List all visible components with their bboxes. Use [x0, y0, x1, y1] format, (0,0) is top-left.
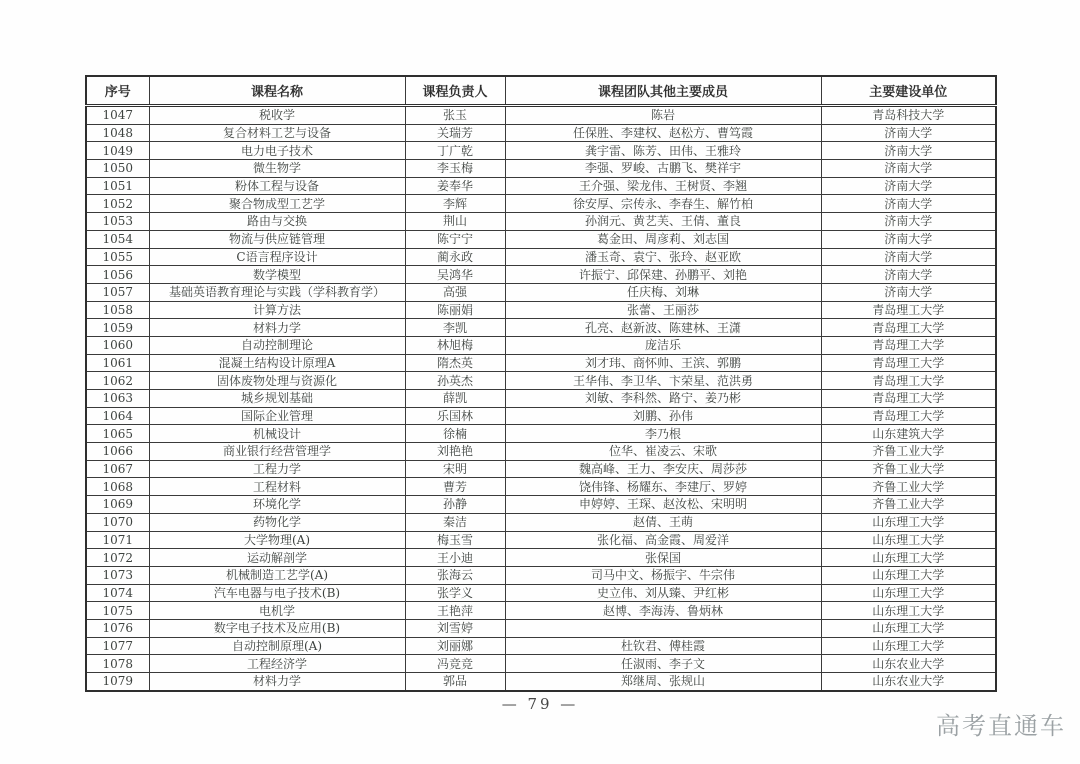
cell-seq: 1074 — [86, 584, 149, 602]
cell-course-name: 物流与供应链管理 — [149, 230, 405, 248]
cell-university: 山东理工大学 — [821, 531, 996, 549]
cell-seq: 1069 — [86, 496, 149, 514]
cell-course-name: 工程材料 — [149, 478, 405, 496]
cell-leader: 蔺永政 — [405, 248, 505, 266]
cell-leader: 徐楠 — [405, 425, 505, 443]
cell-leader: 李凯 — [405, 319, 505, 337]
cell-seq: 1058 — [86, 301, 149, 319]
table-row — [86, 106, 996, 125]
cell-seq: 1052 — [86, 195, 149, 213]
cell-university: 济南大学 — [821, 283, 996, 301]
cell-team: 张保国 — [505, 549, 821, 567]
cell-course-name: 机械设计 — [149, 425, 405, 443]
cell-seq: 1061 — [86, 354, 149, 372]
cell-team: 张化福、高金霞、周爱洋 — [505, 531, 821, 549]
cell-team: 史立伟、刘从臻、尹红彬 — [505, 584, 821, 602]
cell-university: 山东理工大学 — [821, 566, 996, 584]
table-row — [86, 443, 996, 461]
cell-course-name: 运动解剖学 — [149, 549, 405, 567]
cell-seq: 1072 — [86, 549, 149, 567]
cell-leader: 张海云 — [405, 566, 505, 584]
cell-leader: 隋杰英 — [405, 354, 505, 372]
cell-university: 山东农业大学 — [821, 655, 996, 673]
cell-seq: 1079 — [86, 673, 149, 691]
cell-course-name: 粉体工程与设备 — [149, 177, 405, 195]
cell-team: 李乃根 — [505, 425, 821, 443]
cell-leader: 姜奉华 — [405, 177, 505, 195]
cell-team: 任保胜、李建权、赵松方、曹笃霞 — [505, 124, 821, 142]
cell-seq: 1048 — [86, 124, 149, 142]
cell-course-name: 复合材料工艺与设备 — [149, 124, 405, 142]
cell-team: 许振宁、邱保建、孙鹏平、刘艳 — [505, 266, 821, 284]
cell-leader: 孙英杰 — [405, 372, 505, 390]
cell-seq: 1066 — [86, 443, 149, 461]
table-row — [86, 124, 996, 142]
cell-team: 赵博、李海涛、鲁炳林 — [505, 602, 821, 620]
cell-university: 山东理工大学 — [821, 549, 996, 567]
cell-university: 齐鲁工业大学 — [821, 478, 996, 496]
cell-team: 孔亮、赵新波、陈建林、王潇 — [505, 319, 821, 337]
cell-university: 济南大学 — [821, 160, 996, 178]
table-row — [86, 283, 996, 301]
page-number: — 79 — — [501, 695, 579, 713]
cell-course-name: 电力电子技术 — [149, 142, 405, 160]
table-row — [86, 619, 996, 637]
cell-seq: 1076 — [86, 619, 149, 637]
cell-team: 饶伟锋、杨耀东、李建厅、罗婷 — [505, 478, 821, 496]
cell-course-name: 固体废物处理与资源化 — [149, 372, 405, 390]
cell-team: 任淑雨、李子文 — [505, 655, 821, 673]
cell-course-name: 商业银行经营管理学 — [149, 443, 405, 461]
cell-university: 齐鲁工业大学 — [821, 496, 996, 514]
table-row — [86, 425, 996, 443]
cell-seq: 1077 — [86, 637, 149, 655]
cell-seq: 1047 — [86, 106, 149, 125]
cell-seq: 1062 — [86, 372, 149, 390]
cell-team: 李强、罗峻、古鹏飞、樊祥宇 — [505, 160, 821, 178]
cell-leader: 秦洁 — [405, 513, 505, 531]
cell-team: 陈岩 — [505, 106, 821, 125]
cell-university: 齐鲁工业大学 — [821, 443, 996, 461]
cell-course-name: 混凝土结构设计原理A — [149, 354, 405, 372]
cell-team: 孙润元、黄艺芙、王倩、董良 — [505, 213, 821, 231]
cell-university: 济南大学 — [821, 248, 996, 266]
cell-leader: 张学义 — [405, 584, 505, 602]
table-row — [86, 195, 996, 213]
cell-seq: 1050 — [86, 160, 149, 178]
cell-seq: 1060 — [86, 336, 149, 354]
cell-team: 位华、崔凌云、宋歌 — [505, 443, 821, 461]
cell-university: 山东农业大学 — [821, 673, 996, 691]
cell-team: 申婷婷、王琛、赵汝松、宋明明 — [505, 496, 821, 514]
cell-university: 山东理工大学 — [821, 584, 996, 602]
cell-course-name: 基础英语教育理论与实践（学科教育学） — [149, 283, 405, 301]
cell-university: 济南大学 — [821, 124, 996, 142]
cell-university: 山东理工大学 — [821, 619, 996, 637]
course-table — [85, 75, 997, 692]
cell-leader: 薛凯 — [405, 390, 505, 408]
cell-university: 济南大学 — [821, 195, 996, 213]
cell-university: 山东理工大学 — [821, 637, 996, 655]
cell-course-name: 计算方法 — [149, 301, 405, 319]
cell-leader: 刘艳艳 — [405, 443, 505, 461]
cell-seq: 1054 — [86, 230, 149, 248]
table-row — [86, 407, 996, 425]
cell-seq: 1075 — [86, 602, 149, 620]
cell-leader: 李玉梅 — [405, 160, 505, 178]
course-table-body — [86, 106, 996, 691]
table-row — [86, 336, 996, 354]
cell-leader: 刘丽娜 — [405, 637, 505, 655]
table-row — [86, 566, 996, 584]
header-row — [86, 76, 996, 106]
cell-seq: 1063 — [86, 390, 149, 408]
cell-university: 齐鲁工业大学 — [821, 460, 996, 478]
cell-seq: 1067 — [86, 460, 149, 478]
cell-university: 青岛理工大学 — [821, 319, 996, 337]
cell-university: 济南大学 — [821, 177, 996, 195]
cell-leader: 丁广乾 — [405, 142, 505, 160]
cell-seq: 1059 — [86, 319, 149, 337]
cell-university: 济南大学 — [821, 142, 996, 160]
cell-university: 青岛理工大学 — [821, 336, 996, 354]
table-row — [86, 177, 996, 195]
watermark-text: 高考直通车 — [936, 712, 1066, 740]
cell-team: 司马中文、杨振宇、牛宗伟 — [505, 566, 821, 584]
table-row — [86, 673, 996, 691]
cell-team: 潘玉奇、袁宁、张玲、赵亚欧 — [505, 248, 821, 266]
cell-seq: 1051 — [86, 177, 149, 195]
cell-leader: 李辉 — [405, 195, 505, 213]
cell-university: 济南大学 — [821, 213, 996, 231]
table-row — [86, 372, 996, 390]
table-row — [86, 213, 996, 231]
cell-leader: 郭品 — [405, 673, 505, 691]
header-seq: 序号 — [86, 76, 149, 106]
cell-course-name: 大学物理(A) — [149, 531, 405, 549]
cell-course-name: 税收学 — [149, 106, 405, 125]
cell-team: 刘鹏、孙伟 — [505, 407, 821, 425]
cell-seq: 1068 — [86, 478, 149, 496]
cell-seq: 1078 — [86, 655, 149, 673]
cell-university: 山东建筑大学 — [821, 425, 996, 443]
cell-leader: 林旭梅 — [405, 336, 505, 354]
cell-university: 青岛理工大学 — [821, 372, 996, 390]
cell-seq: 1056 — [86, 266, 149, 284]
table-row — [86, 390, 996, 408]
table-row — [86, 160, 996, 178]
table-row — [86, 248, 996, 266]
cell-course-name: 电机学 — [149, 602, 405, 620]
cell-team — [505, 619, 821, 637]
cell-university: 山东理工大学 — [821, 513, 996, 531]
cell-team: 葛金田、周彦莉、刘志国 — [505, 230, 821, 248]
cell-leader: 王小迪 — [405, 549, 505, 567]
cell-team: 王介强、梁龙伟、王树贤、李翘 — [505, 177, 821, 195]
cell-seq: 1071 — [86, 531, 149, 549]
table-row — [86, 319, 996, 337]
cell-university: 青岛理工大学 — [821, 301, 996, 319]
cell-leader: 关瑞芳 — [405, 124, 505, 142]
cell-team: 龚宇雷、陈芳、田伟、王雅玲 — [505, 142, 821, 160]
cell-university: 青岛理工大学 — [821, 354, 996, 372]
header-course-name: 课程名称 — [149, 76, 405, 106]
cell-university: 山东理工大学 — [821, 602, 996, 620]
cell-leader: 曹芳 — [405, 478, 505, 496]
cell-leader: 荆山 — [405, 213, 505, 231]
header-team: 课程团队其他主要成员 — [505, 76, 821, 106]
table-row — [86, 496, 996, 514]
cell-team: 王华伟、李卫华、卞荣星、范洪勇 — [505, 372, 821, 390]
cell-team: 任庆梅、刘琳 — [505, 283, 821, 301]
cell-course-name: 药物化学 — [149, 513, 405, 531]
cell-university: 青岛理工大学 — [821, 407, 996, 425]
cell-course-name: 自动控制理论 — [149, 336, 405, 354]
cell-leader: 冯竞竞 — [405, 655, 505, 673]
cell-team: 庞洁乐 — [505, 336, 821, 354]
cell-course-name: 环境化学 — [149, 496, 405, 514]
cell-leader: 宋明 — [405, 460, 505, 478]
cell-team: 魏高峰、王力、李安庆、周莎莎 — [505, 460, 821, 478]
cell-course-name: 数学模型 — [149, 266, 405, 284]
cell-team: 郑继周、张规山 — [505, 673, 821, 691]
table-row — [86, 301, 996, 319]
cell-seq: 1064 — [86, 407, 149, 425]
cell-course-name: 工程经济学 — [149, 655, 405, 673]
cell-course-name: 国际企业管理 — [149, 407, 405, 425]
cell-university: 青岛理工大学 — [821, 390, 996, 408]
cell-leader: 孙静 — [405, 496, 505, 514]
cell-seq: 1055 — [86, 248, 149, 266]
table-row — [86, 513, 996, 531]
cell-leader: 张玉 — [405, 106, 505, 125]
table-row — [86, 230, 996, 248]
header-leader: 课程负责人 — [405, 76, 505, 106]
cell-leader: 吴鸿华 — [405, 266, 505, 284]
cell-university: 青岛科技大学 — [821, 106, 996, 125]
cell-leader: 梅玉雪 — [405, 531, 505, 549]
cell-leader: 王艳萍 — [405, 602, 505, 620]
table-row — [86, 584, 996, 602]
cell-course-name: 城乡规划基础 — [149, 390, 405, 408]
cell-course-name: 材料力学 — [149, 319, 405, 337]
table-row — [86, 549, 996, 567]
cell-leader: 乐国林 — [405, 407, 505, 425]
cell-seq: 1070 — [86, 513, 149, 531]
cell-seq: 1049 — [86, 142, 149, 160]
table-row — [86, 655, 996, 673]
cell-team: 杜钦君、傅桂霞 — [505, 637, 821, 655]
table-row — [86, 602, 996, 620]
table-row — [86, 266, 996, 284]
cell-team: 赵倩、王萌 — [505, 513, 821, 531]
cell-course-name: 机械制造工艺学(A) — [149, 566, 405, 584]
cell-team: 刘才玮、商怀帅、王滨、郭鹏 — [505, 354, 821, 372]
cell-course-name: 汽车电器与电子技术(B) — [149, 584, 405, 602]
header-university: 主要建设单位 — [821, 76, 996, 106]
cell-course-name: 材料力学 — [149, 673, 405, 691]
table-row — [86, 460, 996, 478]
cell-leader: 高强 — [405, 283, 505, 301]
cell-seq: 1065 — [86, 425, 149, 443]
table-row — [86, 354, 996, 372]
cell-course-name: C语言程序设计 — [149, 248, 405, 266]
table-row — [86, 142, 996, 160]
cell-seq: 1057 — [86, 283, 149, 301]
cell-course-name: 自动控制原理(A) — [149, 637, 405, 655]
table-row — [86, 478, 996, 496]
cell-course-name: 微生物学 — [149, 160, 405, 178]
cell-university: 济南大学 — [821, 266, 996, 284]
table-row — [86, 637, 996, 655]
cell-course-name: 工程力学 — [149, 460, 405, 478]
cell-leader: 陈宁宁 — [405, 230, 505, 248]
cell-course-name: 聚合物成型工艺学 — [149, 195, 405, 213]
cell-seq: 1073 — [86, 566, 149, 584]
cell-seq: 1053 — [86, 213, 149, 231]
cell-university: 济南大学 — [821, 230, 996, 248]
table-row — [86, 531, 996, 549]
cell-leader: 刘雪婷 — [405, 619, 505, 637]
cell-team: 刘敏、李科然、路宁、姜乃彬 — [505, 390, 821, 408]
cell-course-name: 数字电子技术及应用(B) — [149, 619, 405, 637]
cell-course-name: 路由与交换 — [149, 213, 405, 231]
cell-team: 张蕾、王丽莎 — [505, 301, 821, 319]
cell-team: 徐安厚、宗传永、李春生、解竹柏 — [505, 195, 821, 213]
cell-leader: 陈丽娟 — [405, 301, 505, 319]
